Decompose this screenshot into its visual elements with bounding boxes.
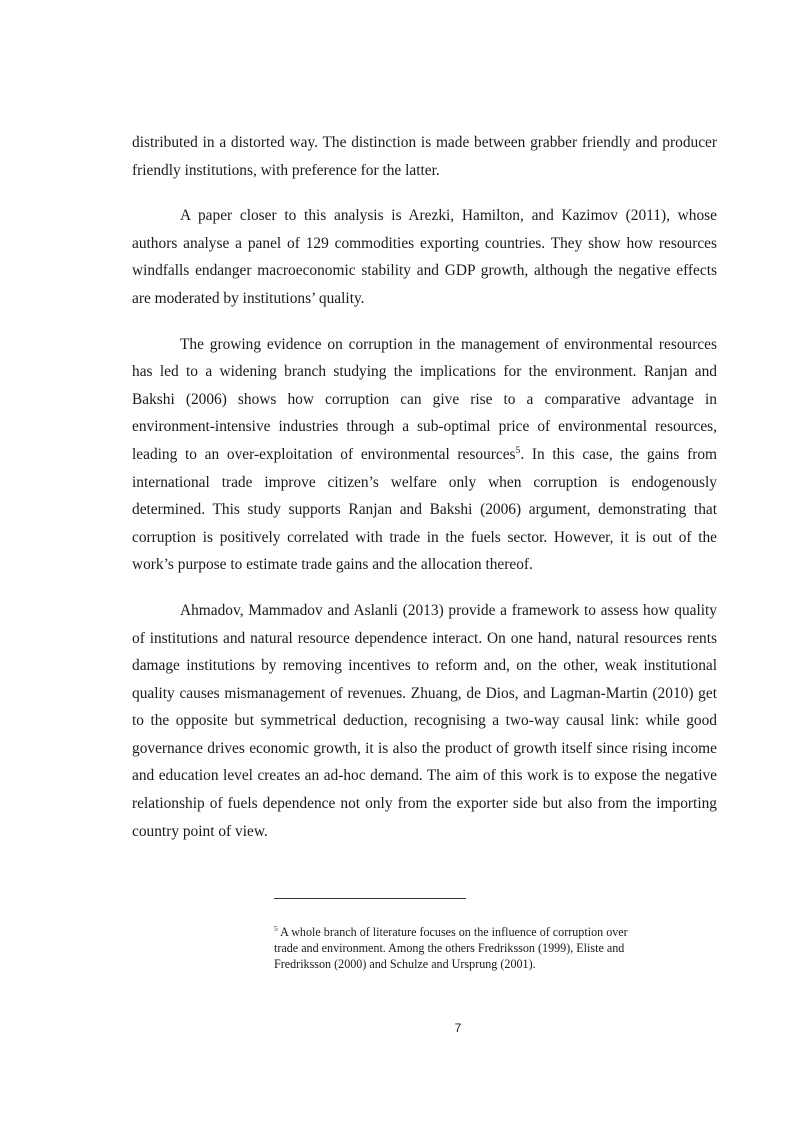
paragraph-4: Ahmadov, Mammadov and Aslanli (2013) provide a framework to assess how quality of institutions and natural resource dependence interact. On one hand, natural resources rents damage institutions by removing incentives to reform and, on the other, weak institutional quality causes mismanagement of revenues. Zhuang, de Dios, and Lagman-Martin (2010) get to the opposite but symmetrical deduction, recognising a two-way causal link: while good governance drives economic growth, it is also the product of growth itself since rising income and education level creates an ad-hoc demand. The aim of this work is to expose the negative relationship of fuels dependence not only from the exporter side but also from the importing country point of view. bbox=[132, 601, 717, 840]
footnote-separator bbox=[274, 898, 466, 899]
footnote-number: 5 bbox=[274, 923, 278, 933]
paragraph-3 bbox=[132, 331, 717, 579]
page-number: 7 bbox=[454, 1021, 462, 1035]
footnote-text: A whole branch of literature focuses on the influence of corruption over trade and environment. Among the others Fredriksson (1999), Eliste and Fredriksson (2000) and Schulze and Ursprung (2001). bbox=[274, 925, 628, 971]
footnote-body bbox=[228, 924, 646, 972]
paragraph-gap bbox=[132, 579, 717, 597]
paragraph-1: distributed in a distorted way. The distinction is made between grabber friendly and producer friendly institutions, with preference for the latter. bbox=[132, 134, 717, 179]
footnote bbox=[228, 924, 646, 972]
paragraph-3-text-b: . In this case, the gains from international trade improve citizen’s welfare only when corruption is endogenously determined. This study supports Ranjan and Bakshi (2006) argument, demonstrating that corruption is positively correlated with trade in the fuels sector. However, it is out of the work’s purpose to estimate trade gains and the allocation thereof. bbox=[132, 445, 717, 574]
paragraph-gap bbox=[132, 184, 717, 202]
paragraph-gap bbox=[132, 313, 717, 331]
footnote-reference: 5 bbox=[515, 444, 521, 456]
main-text bbox=[132, 129, 717, 845]
paragraph-2: A paper closer to this analysis is Arezki, Hamilton, and Kazimov (2011), whose authors analyse a panel of 129 commodities exporting countries. They show how resources windfalls endanger macroeconomic stability and GDP growth, although the negative effects are moderated by institutions’ quality. bbox=[132, 207, 717, 307]
paragraph-3-text-a: The growing evidence on corruption in the management of environmental resources has led to a widening branch studying the implications for the environment. Ranjan and Bakshi (2006) shows how corruption can give rise to a comparative advantage in environment-intensive industries through a sub-optimal price of environmental resources, leading to an over-exploitation of environmental resources bbox=[132, 335, 717, 463]
